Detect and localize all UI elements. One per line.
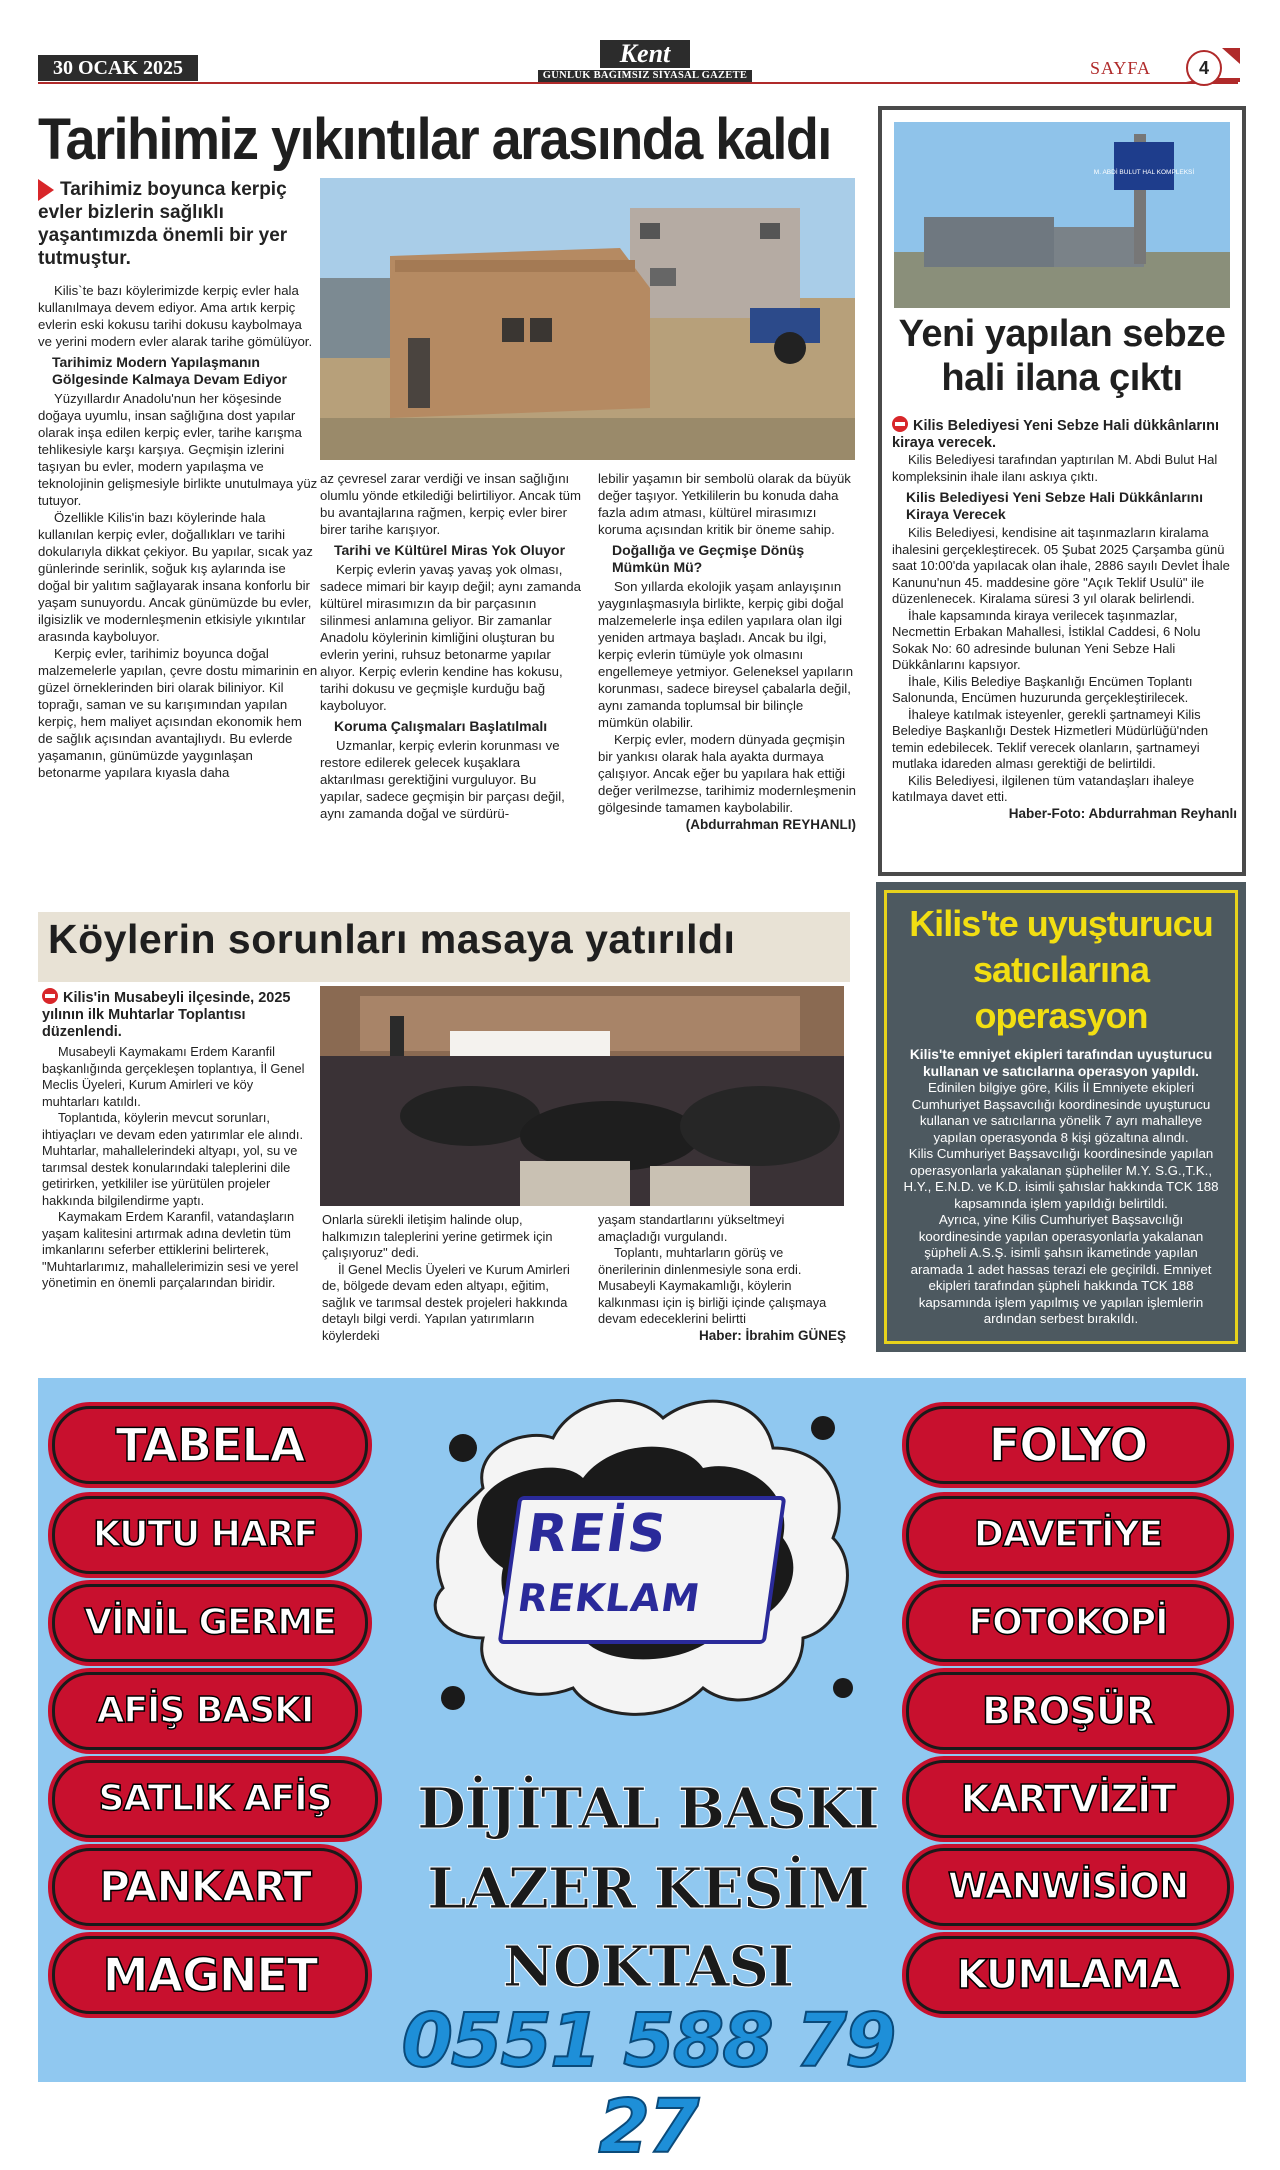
article1-credit: (Abdurrahman REYHANLI)	[685, 817, 856, 832]
paragraph: Özellikle Kilis'in bazı köylerinde hala kullanılan kerpiç evler, doğallıkları ve tarihi dokularıyla dikkat çekiyor. Bu yapılar, sıcak yaz günlerinde serinlik, soğuk kış aylarında ise doğal bir yalıtım sağlayarak insana konforlu bir yaşam sunuyordu. Ancak günümüzde bu evler, ilgisizlik ve modernleşmenin etkisiyle yıkıntılar arasında kayboluyor.	[38, 510, 313, 644]
ad-line2: LAZER KESİM	[427, 1856, 869, 1922]
article4-col2	[322, 1212, 577, 1344]
paragraph: az çevresel zarar verdiği ve insan sağlığını olumlu yönde etkilediği belirtiliyor. Ancak tüm bu avantajlarına rağmen, kerpiç evler birer birer tarihe karışıyor.	[320, 471, 581, 537]
article1-title: Tarihimiz yıkıntılar arasında kaldı	[38, 107, 831, 172]
service-pill-left	[52, 1672, 358, 1750]
paragraph: Uzmanlar, kerpiç evlerin korunması ve restore edilerek gelecek kuşaklara aktarılması gerektiğini vurguluyor. Bu yapılar, sadece geçmişin bir parçası değil, aynı zamanda doğal ve sürdürü-	[320, 738, 565, 821]
page-number: 4	[1186, 50, 1222, 86]
service-label: DAVETİYE	[973, 1514, 1163, 1555]
reis-reklam-ad[interactable]	[38, 1378, 1246, 2170]
newspaper-tagline: GÜNLÜK BAĞIMSIZ SİYASAL GAZETE	[538, 70, 752, 82]
article2-credit: Haber-Foto: Abdurrahman Reyhanlı	[1008, 805, 1237, 821]
service-pill-left	[52, 1936, 368, 2014]
sebze-hali-box	[878, 106, 1246, 876]
market-hall-photo	[894, 122, 1230, 308]
article1-lead	[38, 178, 318, 270]
article2-body	[892, 416, 1237, 822]
arrow-icon	[42, 988, 58, 1004]
ad-phone[interactable]: 0551 588 79 27	[401, 1998, 895, 2170]
adobe-house-photo	[320, 178, 855, 460]
service-label: TABELA	[115, 1418, 305, 1472]
service-pill-left	[52, 1760, 378, 1838]
paragraph: İhaleye katılmak isteyenler, gerekli şartnameyi Kilis Belediye Başkanlığı Destek Hizmetleri Müdürlüğü'nden temin edebilecek. Teklif verecek olanların, şartnameyi mutlaka idareden alması gerektiği de belirtildi.	[892, 706, 1209, 771]
article3-title-line2: satıcılarına operasyon	[972, 949, 1150, 1036]
paragraph: Kerpiç evlerin yavaş yavaş yok olması, sadece mimari bir kayıp değil; aynı zamanda kültürel mirasımızın da bir parçasının silinmesi anlamına geliyor. Bir zamanlar Anadolu köylerinin kimliğini oluşturan bu evlerin yerini, ruhsuz betonarme yapılar alıyor. Kerpiç evlerin kendine has kokusu, tarihi dokusu ve geçmişle kurduğu bağ kayboluyor.	[320, 562, 581, 713]
subheading: Kilis Belediyesi Yeni Sebze Hali Dükkânlarını Kiraya Verecek	[906, 489, 1203, 522]
service-pill-left	[52, 1848, 358, 1926]
paragraph: Kilis`te bazı köylerimizde kerpiç evler hala kullanılmaya devem ediyor. Ama artık kerpiç evlerin eski kokusu tarihi dokusu kaybolmaya ve yerini modern evler alarak tarihe gömülüyor.	[38, 283, 313, 349]
uyusturucu-box	[876, 882, 1246, 1352]
service-label: KUMLAMA	[956, 1952, 1180, 1998]
issue-date: 30 OCAK 2025	[38, 55, 198, 81]
article3-lead: Kilis'te emniyet ekipleri tarafından uyuşturucu kullanan ve satıcılarına operasyon yapıldı.	[909, 1047, 1213, 1079]
ad-line3: NOKTASI	[502, 1934, 794, 2000]
brand-logo	[498, 1496, 787, 1644]
service-pill-right	[906, 1760, 1230, 1838]
brand-top: REİS	[522, 1504, 672, 1564]
service-label: MAGNET	[102, 1948, 318, 2002]
article1-col1	[38, 282, 318, 781]
paragraph: Kilis Cumhuriyet Başsavcılığı koordinesinde yapılan operasyonlarla yakalanan şüpheliler M.Y. S.G.,T.K., H.Y., E.N.D. ve K.D. isimli şahıslar hakkında TCK 188 kapsamında işlem yapıldığı belirtildi.	[903, 1146, 1219, 1211]
subheading: Tarihimiz Modern Yapılaşmanın Gölgesinde Kalmaya Devam Ediyor	[52, 354, 287, 387]
paragraph: Kaymakam Erdem Karanfil, vatandaşların yaşam kalitesini artırmak adına devletin tüm imkanlarını seferber ettiklerini belirterek, "Muhtarlarımız, mahallelerimizin sesi ve yerel yönetimin en önemli parçalarından biridir.	[42, 1209, 299, 1290]
service-pill-right	[906, 1584, 1230, 1662]
article1-col3	[598, 470, 856, 833]
service-label: FOLYO	[988, 1418, 1148, 1472]
paragraph: İl Genel Meclis Üyeleri ve Kurum Amirleri de, bölgede devam eden altyapı, eğitim, sağlık ve tarımsal destek projeleri hakkında detaylı bilgi verdi. Yapılan yatırımların köylerdeki	[322, 1261, 570, 1343]
paragraph: Onlarla sürekli iletişim halinde olup, halkımızın taleplerini yerine getirmek için çalışıyoruz" dedi.	[322, 1212, 553, 1260]
arrow-icon	[38, 179, 54, 201]
sign-text: M. ABDİ BULUT HAL KOMPLEKSİ	[1093, 169, 1195, 176]
header-divider	[38, 82, 1238, 84]
paragraph: Kilis Belediyesi tarafından yaptırılan M. Abdi Bulut Hal kompleksinin ihale ilanı askıya çıktı.	[892, 452, 1218, 484]
article1-col2	[320, 470, 582, 822]
arrow-icon	[892, 416, 908, 432]
paragraph: Toplantı, muhtarların görüş ve önerilerinin dinlenmesiyle sona erdi. Musabeyli Kaymakamlığı, köylerin kalkınması için iş birliği içinde çalışmaya devam edeceklerini belirtti	[598, 1245, 827, 1326]
subheading: Koruma Çalışmaları Başlatılmalı	[334, 718, 548, 734]
newspaper-logo[interactable]: Kent	[600, 40, 690, 68]
paragraph: Son yıllarda ekolojik yaşam anlayışının yaygınlaşmasıyla birlikte, kerpiç gibi doğal malzemelerle inşa edilen yapılara olan ilgi yeniden artmaya başladı. Ancak bu ilgi, kerpiç evlerin tümüyle yok olmasını engellemeye yetmiyor. Geleneksel yapıların korunması, sadece bireysel çabalarla değil, aynı zamanda toplumsal bir bilinçle mümkün olabilir.	[598, 579, 854, 730]
paragraph: Ayrıca, yine Kilis Cumhuriyet Başsavcılığı koordinesinde yapılan operasyonlarla yakalanan şüpheli A.S.Ş. isimli şahsın ikametinde yapılan aramada 1 adet hassas terazi ele geçirildi. Emniyet ekipleri tarafından şüpheli hakkında TCK 188 kapsamında işlem yapılmış ve yapılan işlemlerin ardından serbest bırakıldı.	[910, 1212, 1212, 1326]
paragraph: lebilir yaşamın bir sembolü olarak da büyük değer taşıyor. Yetkililerin bu konuda daha fazla adım atması, kültürel mirasımızı koruma açısından kritik bir öneme sahip.	[598, 471, 851, 537]
article4-lead	[42, 988, 312, 1041]
service-pill-left	[52, 1496, 358, 1574]
paragraph: Toplantıda, köylerin mevcut sorunları, ihtiyaçları ve devam eden yatırımlar ele alındı. Muhtarlar, mahallelerindeki altyapı, yol, su ve tarımsal destek konularındaki taleplerini dile getirirken, yetkililer ise yürütülen projeler hakkında bilgilendirme yaptı.	[42, 1110, 304, 1208]
article4-credit: Haber: İbrahim GÜNEŞ	[698, 1327, 846, 1343]
paragraph: yaşam standartlarını yükseltmeyi amaçladığı vurgulandı.	[598, 1212, 785, 1244]
article4-lead-text: Kilis'in Musabeyli ilçesinde, 2025 yılının ilk Muhtarlar Toplantısı düzenlendi.	[42, 990, 291, 1040]
paragraph: Kerpiç evler, tarihimiz boyunca doğal malzemelerle yapılan, çevre dostu mimarinin en güzel örneklerinden biri olarak biliniyor. Kil toprağı, saman ve su karışımından yapılan kerpiç, hem maliyet açısından ekonomik hem de sağlık açısından avantajlıydı. Bu evlerde yaşamanın, günümüzde yaygınlaşan betonarme yapılara kıyasla daha	[38, 646, 318, 780]
service-label: KARTVİZİT	[960, 1777, 1176, 1821]
service-pill-right	[906, 1406, 1230, 1484]
service-label: AFİŞ BASKI	[96, 1690, 314, 1731]
service-pill-left	[52, 1406, 368, 1484]
page-label: SAYFA	[1090, 58, 1152, 78]
paragraph: Musabeyli Kaymakamı Erdem Karanfil başkanlığında gerçekleşen toplantıya, İl Genel Meclis Üyeleri, Kurum Amirleri ve köy muhtarları katıldı.	[42, 1044, 305, 1109]
service-label: PANKART	[99, 1862, 311, 1911]
subheading: Tarihi ve Kültürel Miras Yok Oluyor	[334, 542, 566, 558]
paragraph: Yüzyıllardır Anadolu'nun her köşesinde doğaya uyumlu, insan sağlığına dost yapılar olarak inşa edilen kerpiç evler, tarihe karışma tehlikesiyle karşı karşıya. Geçmişin izlerini taşıyan bu evler, modern yapılaşma ve teknolojinin gelişmesiyle birlikte unutulmaya yüz tutuyor.	[38, 391, 318, 508]
service-label: VİNİL GERME	[84, 1602, 336, 1643]
article4-col1	[42, 1044, 312, 1292]
service-pill-right	[906, 1936, 1230, 2014]
service-pill-right	[906, 1848, 1230, 1926]
paragraph: Kilis Belediyesi, kendisine ait taşınmazların kiralama ihalesini gerçekleştirecek. 05 Şubat 2025 Çarşamba günü saat 10:00'da yapılacak olan ihale, 2886 sayılı Devlet İhale Kanunu'nun 45. maddesine göre "Açık Teklif Usulü" ile düzenlenecek. Kiralama süresi 3 yıl olarak belirlendi.	[892, 525, 1230, 606]
service-pill-right	[906, 1496, 1230, 1574]
service-label: WANWİSİON	[947, 1866, 1189, 1907]
service-pill-right	[906, 1672, 1230, 1750]
service-label: FOTOKOPİ	[968, 1602, 1168, 1643]
paragraph: İhale, Kilis Belediye Başkanlığı Encümen Toplantı Salonunda, Encümen huzurunda gerçekleştirilecek.	[892, 673, 1193, 705]
brand-bottom: REKLAM	[514, 1576, 704, 1620]
paragraph: Edinilen bilgiye göre, Kilis İl Emniyete ekipleri Cumhuriyet Başsavcılığı koordinesinde uyuşturucu kullanan ve satıcılarına yönelik 7 ayrı mahalleye yapılan operasyonda 8 kişi gözaltına alındı.	[911, 1080, 1211, 1145]
article3-body	[897, 1047, 1225, 1328]
article3-title-line1: Kilis'te uyuşturucu	[909, 903, 1213, 944]
meeting-photo	[320, 986, 844, 1206]
service-label: SATLIK AFİŞ	[98, 1778, 332, 1819]
paragraph: Kerpiç evler, modern dünyada geçmişin bir yankısı olarak hala ayakta durmaya çalışıyor. Ancak eğer bu yapılara hak ettiği değer verilmezse, tarihimiz modernleşmenin gölgesinde tamamen kaybolabilir.	[598, 732, 856, 815]
article4-col3	[598, 1212, 846, 1344]
ad-line1: DİJİTAL BASKI	[417, 1776, 879, 1842]
service-label: KUTU HARF	[92, 1514, 318, 1555]
article2-title: Yeni yapılan sebze hali ilana çıktı	[898, 313, 1226, 399]
service-pill-left	[52, 1584, 368, 1662]
paragraph: Kilis Belediyesi, ilgilenen tüm vatandaşları ihaleye katılmaya davet etti.	[892, 772, 1195, 804]
article4-title: Köylerin sorunları masaya yatırıldı	[48, 916, 736, 962]
article1-lead-text: Tarihimiz boyunca kerpiç evler bizlerin sağlıklı yaşantımızda önemli bir yer tutmuştur.	[38, 179, 288, 269]
subheading: Doğallığa ve Geçmişe Dönüş Mümkün Mü?	[612, 542, 805, 575]
paragraph: İhale kapsamında kiraya verilecek taşınmazlar, Necmettin Erbakan Mahallesi, İstiklal Caddesi, 6 Nolu Sokak No: 60 adresinde bulunan Yeni Sebze Hali Dükkânlarını kapsıyor.	[892, 607, 1201, 672]
service-label: BROŞÜR	[981, 1689, 1154, 1733]
article2-lead: Kilis Belediyesi Yeni Sebze Hali dükkânlarını kiraya verecek.	[892, 418, 1219, 451]
